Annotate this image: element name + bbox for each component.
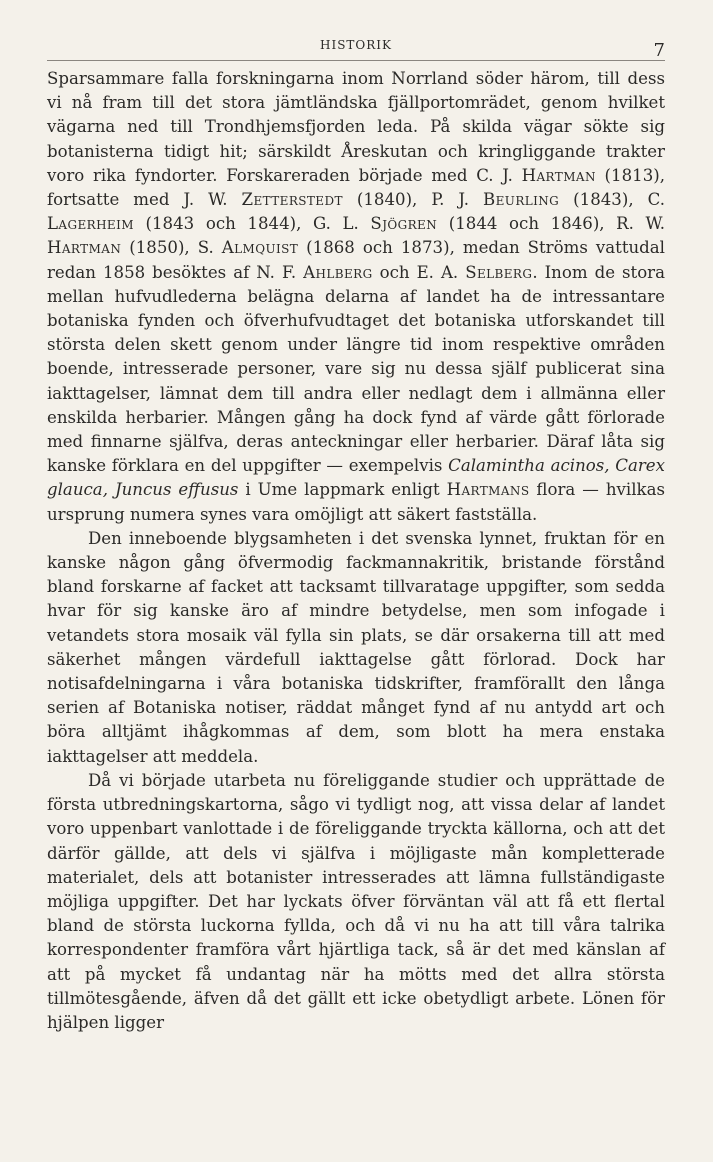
text-run: (1843), C.	[559, 190, 665, 210]
text-run: flora — hvilkas ursprung numera synes vara omöjligt att säkert fastställa.	[47, 480, 665, 524]
paragraph-1	[47, 67, 665, 527]
author-name: Zetterstedt	[241, 190, 343, 210]
running-head	[47, 36, 665, 61]
paragraph-2	[47, 527, 665, 769]
author-name: Almquist	[221, 238, 299, 258]
text-run: Då vi började utarbeta nu föreliggande studier och upprättade de första utbredningskartorna, sågo vi tydligt nog, att vissa delar af landet voro uppenbart vanlottade i de föreliggande tryckta källorna, och att det därför gällde, att dels vi själfva i möjligaste mån kompletterade materialet, dels att botanister intresserades att lämna fullständigaste möjliga uppgifter. Det har lyckats öfver förväntan väl att få ett flertal bland de största luckorna fyllda, och då vi nu ha att till våra talrika korrespondenter framföra vårt hjärtliga tack, så är det med känslan af att på mycket få undantag när ha mötts med det allra största tillmötesgående, äfven då det gällt ett icke obetydligt arbete. Lönen för hjälpen ligger	[47, 770, 665, 1032]
text-run: (1843 och 1844), G. L.	[133, 214, 371, 234]
author-name: Sjögren	[370, 214, 438, 234]
author-name: Lagerheim	[47, 214, 134, 234]
author-name: Beurling	[483, 190, 560, 210]
text-run: (1844 och 1846), R. W.	[437, 214, 665, 234]
text-run: i Ume lappmark enligt	[238, 480, 447, 500]
paragraph-3	[47, 769, 665, 1035]
text-run: Sparsammare falla forskningarna inom Norrland söder härom, till dess vi nå fram till det stora jämtländska fjällportomrädet, genom hvilket vägarna ned till Trondhjemsfjorden leda. På skilda vägar sökte sig botanisterna tidigt hit; särskildt Åreskutan och kringliggande trakter voro rika fyndorter. Forskareraden började med C. J.	[47, 69, 665, 185]
author-name: Hartman	[47, 238, 122, 258]
body-text	[47, 67, 665, 1035]
text-run: (1840), P. J.	[342, 190, 484, 210]
text-run: (1868 och 1873), medan Ströms vattudal redan 1858 besöktes af N. F.	[47, 238, 665, 282]
author-name: Selberg	[465, 262, 533, 282]
text-run: (1813), fortsatte med J. W.	[47, 165, 665, 210]
text-run: Den inneboende blygsamheten i det svenska lynnet, fruktan för en kanske någon gång öfvermodig fackmannakritik, bristande förstånd bland forskarne af facket att tacksamt tillvaratage uppgifter, som sedda hvar för sig kanske äro af mindre betydelse, men som infogade i vetandets stora mosaik väl fylla sin plats, se där orsakerna till att med säkerhet mången värdefull iakttagelse gått förlorad. Dock har notisafdelningarna i våra botaniska tidskrifter, framförallt den långa serien af Botaniska notiser, räddat månget fynd af nu antydd art och böra alltjämt ihågkommas af dem, som blott ha mera enstaka iakttagelser att meddela.	[47, 528, 665, 766]
page-number: 7	[653, 40, 665, 61]
text-run: . Inom de stora mellan hufvudlederna belägna delarna af landet ha de intressantare botaniska fynden och öfverhufvudtaget det botaniska utforskandet till största delen skett genom under längre tid inom respektive områden boende, intresserade personer, vare sig nu dessa själf publicerat sina iakttagelser, lämnat dem till andra eller nedlagt dem i allmänna eller enskilda herbarier. Mången gång ha dock fynd af värde gått förlorade med finnarne själfva, deras anteckningar eller herbarier. Däraf låta sig kanske förklara en del uppgifter — exempelvis	[47, 262, 666, 476]
author-name: Ahlberg	[303, 262, 373, 282]
text-run: och E. A.	[372, 262, 466, 282]
author-name: Hartman	[521, 165, 596, 185]
author-name: Hartmans	[446, 480, 530, 500]
species-name: Calamintha acinos, Carex glauca, Juncus effusus	[47, 456, 665, 500]
text-run: (1850), S.	[121, 238, 222, 258]
running-title: HISTORIK	[319, 38, 392, 52]
